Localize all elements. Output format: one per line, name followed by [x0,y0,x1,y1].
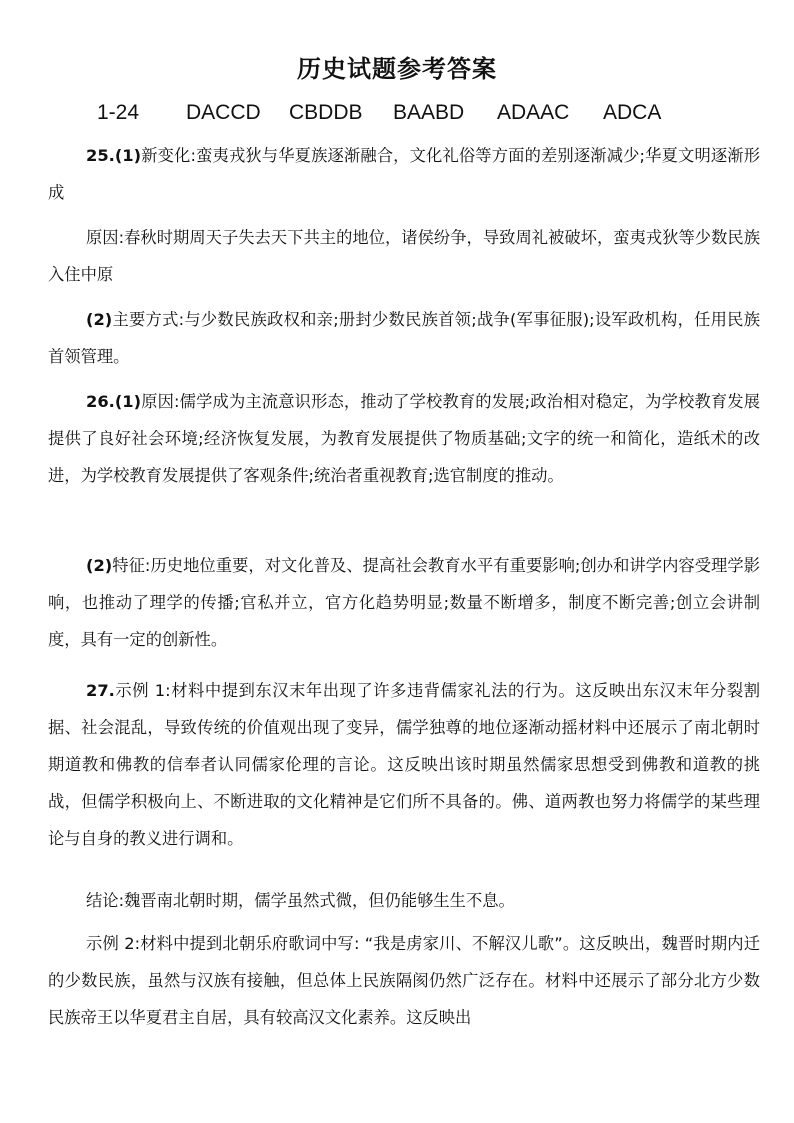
answer-26-2 [48,547,760,658]
answer-text: 新变化:蛮夷戎狄与华夏族逐渐融合，文化礼俗等方面的差别逐渐减少;华夏文明逐渐形成 [48,146,760,202]
answer-text: 原因:春秋时期周天子失去天下共主的地位，诸侯纷争，导致周礼被破坏，蛮夷戎狄等少数民族入住中原 [48,228,760,284]
answer-26-1 [48,383,760,494]
answer-group-1: DACCD [186,101,261,124]
question-number: 27. [86,681,115,700]
answer-25-1 [48,137,760,211]
answer-group-5: ADCA [603,101,662,124]
answer-group-2: CBDDB [289,101,363,124]
question-number: (2) [86,310,113,329]
answer-group-4: ADAAC [497,101,570,124]
question-number: 26.(1) [86,392,142,411]
answer-25-1-reason [48,219,760,293]
answer-text: 示例 2:材料中提到北朝乐府歌词中写: “我是虏家川、不解汉儿歌”。这反映出，魏晋时期内迁的少数民族，虽然与汉族有接触，但总体上民族隔阂仍然广泛存在。材料中还展示了部分北方少数民族帝王以华夏君主自居，具有较高汉文化素养。这反映出 [48,934,760,1027]
answer-27-conclusion [48,882,760,919]
question-number: (2) [86,556,113,575]
answer-27-example-1 [48,672,760,857]
question-number: 25.(1) [86,146,142,165]
answer-range: 1-24 [97,101,140,124]
answer-text: 示例 1:材料中提到东汉末年出现了许多违背儒家礼法的行为。这反映出东汉末年分裂割据、社会混乱，导致传统的价值观出现了变异，儒学独尊的地位逐渐动摇材料中还展示了南北朝时期道教和佛教的信奉者认同儒家伦理的言论。这反映出该时期虽然儒家思想受到佛教和道教的挑战，但儒学积极向上、不断进取的文化精神是它们所不具备的。佛、道两教也努力将儒学的某些理论与自身的教义进行调和。 [48,681,760,848]
page-title: 历史试题参考答案 [297,55,497,83]
answer-text: 原因:儒学成为主流意识形态，推动了学校教育的发展;政治相对稳定，为学校教育发展提供了良好社会环境;经济恢复发展，为教育发展提供了物质基础;文字的统一和简化，造纸术的改进，为学校教育发展提供了客观条件;统治者重视教育;选官制度的推动。 [48,392,760,485]
answer-25-2 [48,301,760,375]
answer-text: 结论:魏晋南北朝时期，儒学虽然式微，但仍能够生生不息。 [86,891,515,910]
answer-27-example-2 [48,925,760,1036]
answer-group-3: BAABD [393,101,465,124]
answer-text: 特征:历史地位重要，对文化普及、提高社会教育水平有重要影响;创办和讲学内容受理学影响，也推动了理学的传播;官私并立，官方化趋势明显;数量不断增多，制度不断完善;创立会讲制度，具有一定的创新性。 [48,556,760,649]
choice-answer-row [0,98,794,128]
answer-text: 主要方式:与少数民族政权和亲;册封少数民族首领;战争(军事征服);设军政机构，任用民族首领管理。 [48,310,760,366]
